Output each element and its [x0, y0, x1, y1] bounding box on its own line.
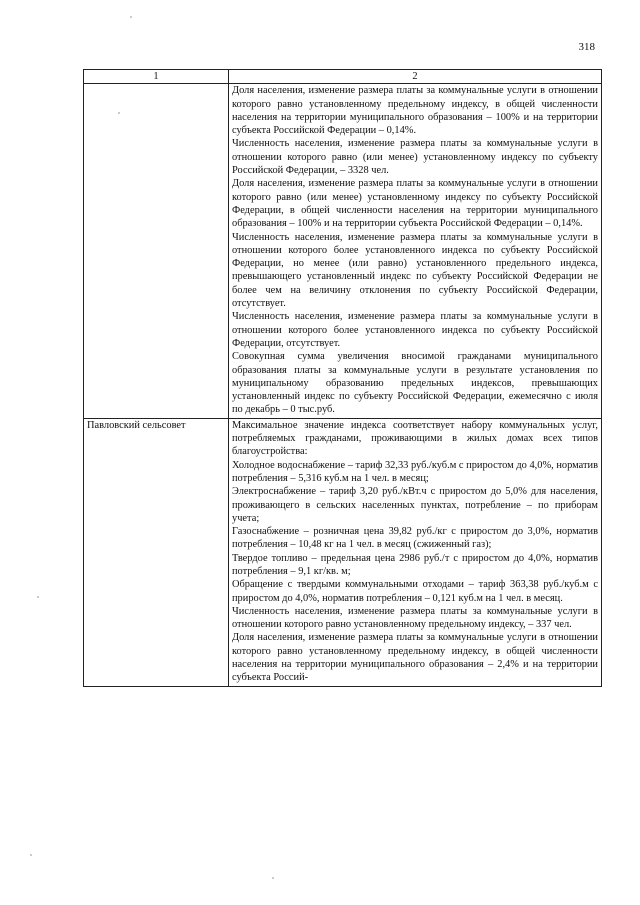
- paragraph: Численность населения, изменение размера платы за коммунальные услуги в отношении которого более установленного индекса по субъекту Российской Федерации, отсутствует.: [232, 311, 598, 349]
- paragraph: Доля населения, изменение размера платы за коммунальные услуги в отношении которого равно установленному предельному индексу, в общей численности населения на территории муниципального образования – 100% и на территории субъекта Российской Федерации – 0,14%.: [232, 85, 598, 137]
- scan-speck: [130, 16, 132, 18]
- paragraph: Электроснабжение – тариф 3,20 руб./кВт.ч с приростом до 5,0% для населения, проживающего в сельских населенных пунктах, потребление – по приборам учета;: [232, 486, 598, 524]
- description-cell: [229, 84, 602, 418]
- region-cell: Павловский сельсовет: [84, 418, 229, 686]
- table-header-row: [84, 70, 602, 84]
- page-number: 318: [578, 41, 595, 53]
- paragraph: Численность населения, изменение размера платы за коммунальные услуги в отношении которого более установленного индекса по субъекту Российской Федерации, но менее (или равно) установленного предельного индекса, превышающего установленный индекс по субъекту Российской Федерации не более чем на величину отклонения по субъекту Российской Федерации, отсутствует.: [232, 231, 598, 310]
- scan-speck: [37, 596, 39, 598]
- table-row: [84, 84, 602, 418]
- paragraph: Максимальное значение индекса соответствует набору коммунальных услуг, потребляемых гражданами, проживающими в жилых домах всех типов благоустройства:: [232, 419, 598, 458]
- paragraph: Твердое топливо – предельная цена 2986 руб./т с приростом до 4,0%, норматив потребления – 9,1 кг/кв. м;: [232, 552, 598, 577]
- table-row: [84, 418, 602, 686]
- scan-speck: [118, 112, 120, 114]
- description-cell: [229, 418, 602, 686]
- scan-speck: [272, 877, 274, 879]
- paragraph: Численность населения, изменение размера платы за коммунальные услуги в отношении которого равно (или менее) установленному индексу по субъекту Российской Федерации, – 3328 чел.: [232, 138, 598, 177]
- paragraph: Газоснабжение – розничная цена 39,82 руб./кг с приростом до 3,0%, норматив потребления – 10,48 кг на 1 чел. в месяц (сжиженный газ);: [232, 526, 598, 551]
- paragraph: Доля населения, изменение размера платы за коммунальные услуги в отношении которого равно установленному предельному индексу, в общей численности населения на территории муниципального образования – 2,4% и на территории субъекта Россий-: [232, 632, 598, 684]
- paragraph: Холодное водоснабжение – тариф 32,33 руб./куб.м с приростом до 4,0%, норматив потребления – 5,316 куб.м на 1 чел. в месяц;: [232, 459, 598, 484]
- scan-speck: [30, 854, 32, 856]
- column-header-2: 2: [229, 70, 602, 84]
- paragraph: Численность населения, изменение размера платы за коммунальные услуги в отношении которого равно установленному предельному индексу, – 337 чел.: [232, 605, 598, 631]
- paragraph: Совокупная сумма увеличения вносимой гражданами муниципального образования платы за коммунальные услуги в результате установления по муниципальному образованию предельных индексов, превышающих установленный индекс по субъекту Российской Федерации, ежемесячно с июля по декабрь – 0 тыс.руб.: [232, 351, 598, 416]
- column-header-1: 1: [84, 70, 229, 84]
- paragraph: Обращение с твердыми коммунальными отходами – тариф 363,38 руб./куб.м с приростом до 4,0%, норматив потребления – 0,121 куб.м на 1 чел. в месяц.: [232, 579, 598, 604]
- paragraph: Доля населения, изменение размера платы за коммунальные услуги в отношении которого равно (или менее) установленному индексу по субъекту Российской Федерации, в общей численности населения на территории муниципального образования – 100% и на территории субъекта Российской Федерации – 0,14%.: [232, 178, 598, 230]
- region-cell: [84, 84, 229, 418]
- data-table: [83, 69, 602, 687]
